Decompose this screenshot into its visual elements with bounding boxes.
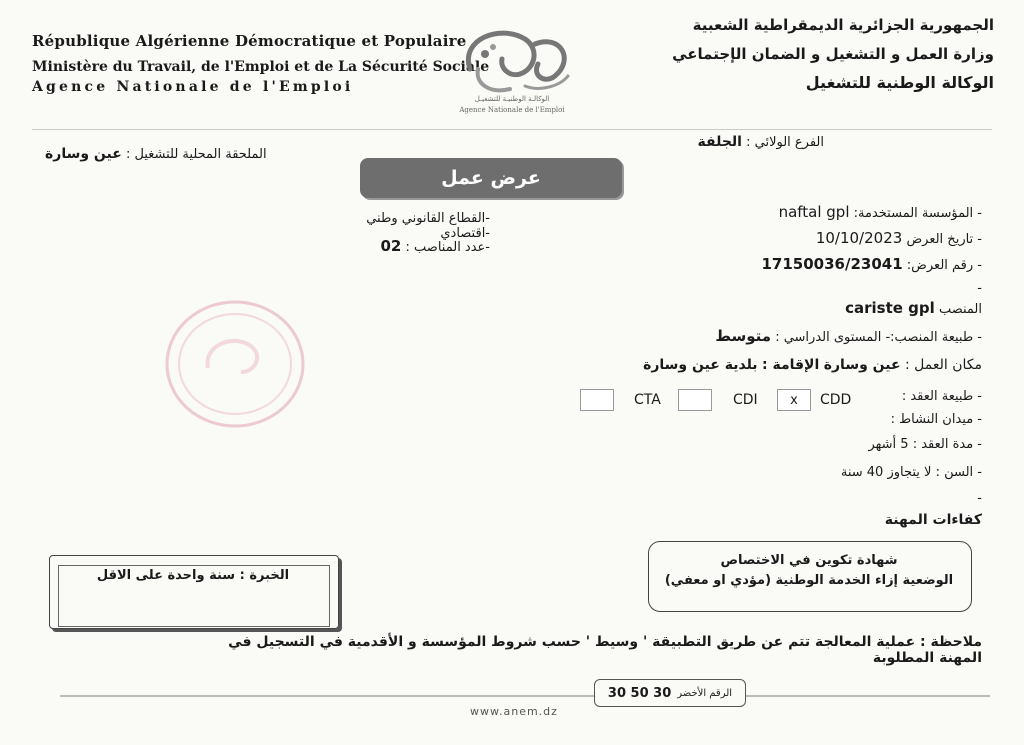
offer-number-label: - رقم العرض: bbox=[906, 258, 982, 273]
post-field bbox=[845, 299, 982, 317]
logo-caption-fr: Agence Nationale de l'Emploi bbox=[459, 106, 565, 114]
green-number-value: 30 50 30 bbox=[607, 685, 672, 701]
wilaya-branch bbox=[698, 134, 824, 150]
header-divider bbox=[32, 129, 992, 130]
contract-cta-label: CTA bbox=[634, 392, 661, 408]
contract-duration-value: 5 أشهر bbox=[868, 437, 909, 452]
empty-dash-2: - bbox=[977, 491, 982, 506]
offer-date-field bbox=[816, 229, 982, 247]
contract-cdi-label: CDI bbox=[733, 392, 758, 408]
wilaya-branch-label: الفرع الولائي : bbox=[746, 135, 824, 150]
contract-cdi-checkbox[interactable] bbox=[678, 389, 712, 411]
post-count bbox=[380, 237, 490, 255]
offer-date-label: - تاريخ العرض bbox=[906, 232, 982, 247]
contract-cdd-checkbox[interactable]: x bbox=[777, 389, 811, 411]
contract-cta-checkbox[interactable] bbox=[580, 389, 614, 411]
age-value: لا يتجاوز 40 سنة bbox=[840, 465, 932, 480]
green-number-box bbox=[594, 679, 746, 707]
offer-date-value: 10/10/2023 bbox=[815, 229, 903, 247]
header-fr-ministry: Ministère du Travail, de l'Emploi et de La Sécurité Sociale bbox=[32, 59, 490, 75]
activity-field-label: - ميدان النشاط : bbox=[890, 412, 982, 427]
contract-type-label: - طبيعة العقد : bbox=[901, 389, 982, 404]
website-link[interactable]: www.anem.dz bbox=[470, 705, 558, 718]
post-count-value: 02 bbox=[380, 237, 402, 255]
wilaya-branch-value: الجلفة bbox=[697, 134, 742, 150]
footer-divider bbox=[60, 695, 990, 697]
qualification-certificate: شهادة تكوين في الاختصاص bbox=[720, 553, 898, 568]
employer-label: - المؤسسة المستخدمة: bbox=[853, 206, 982, 221]
processing-note: ملاحظة : عملية المعالجة تتم عن طريق التطبيقة ' وسيط ' حسب شروط المؤسسة و الأقدمية في التسجيل في المهنة المطلوبة bbox=[228, 634, 982, 666]
local-branch-label: الملحقة المحلية للتشغيل : bbox=[125, 147, 267, 162]
contract-duration-label: - مدة العقد : bbox=[912, 437, 982, 452]
education-level-label: - طبيعة المنصب:- المستوى الدراسي : bbox=[775, 330, 982, 345]
header-fr-agency: Agence Nationale de l'Emploi bbox=[32, 79, 354, 95]
post-label: المنصب bbox=[938, 302, 982, 317]
education-level-field bbox=[715, 327, 982, 345]
age-label: - السن : bbox=[935, 465, 982, 480]
local-branch bbox=[45, 146, 267, 162]
contract-cdd-label: CDD bbox=[820, 392, 852, 408]
age-field bbox=[841, 465, 982, 480]
contract-duration-field bbox=[868, 437, 982, 452]
green-number-label: الرقم الأخضر bbox=[677, 687, 733, 699]
title-banner bbox=[360, 158, 622, 198]
header-ar-republic: الجمهورية الجزائرية الديمقراطية الشعبية bbox=[692, 16, 994, 34]
residence-value: بلدية عين وسارة bbox=[643, 357, 758, 373]
header-ar-ministry: وزارة العمل و التشغيل و الضمان الإجتماعي bbox=[672, 45, 994, 63]
header-fr-republic: République Algérienne Démocratique et Populaire bbox=[32, 32, 467, 50]
empty-dash-1: - bbox=[977, 281, 982, 296]
offer-number-field bbox=[761, 255, 982, 273]
workplace-field bbox=[643, 357, 982, 373]
legal-sector: -القطاع القانوني وطني -اقتصادي bbox=[366, 211, 490, 241]
residence-label: الإقامة : bbox=[762, 357, 820, 373]
offer-number-value: 17150036/23041 bbox=[761, 255, 903, 273]
employer-value: naftal gpl bbox=[778, 203, 850, 221]
local-branch-value: عين وسارة bbox=[45, 146, 122, 162]
page-title: عرض عمل bbox=[441, 167, 541, 189]
header-ar-agency: الوكالة الوطنية للتشغيل bbox=[805, 73, 994, 92]
post-value: cariste gpl bbox=[845, 299, 935, 317]
skills-heading: كفاءات المهنة bbox=[884, 512, 982, 528]
employer-field bbox=[779, 203, 982, 221]
qualification-military-status: الوضعية إزاء الخدمة الوطنية (مؤدي او معفي) bbox=[664, 573, 954, 588]
official-stamp-icon bbox=[163, 298, 307, 430]
workplace-label: مكان العمل : bbox=[905, 357, 982, 373]
post-count-label: -عدد المناصب : bbox=[405, 240, 490, 255]
logo-caption-ar: الوكالـة الوطنيـة للتشغيـل bbox=[474, 95, 550, 103]
experience-requirement: الخبرة : سنة واحدة على الاقل bbox=[96, 568, 290, 583]
education-level-value: متوسط bbox=[715, 327, 772, 345]
workplace-value: عين وسارة bbox=[823, 357, 901, 373]
